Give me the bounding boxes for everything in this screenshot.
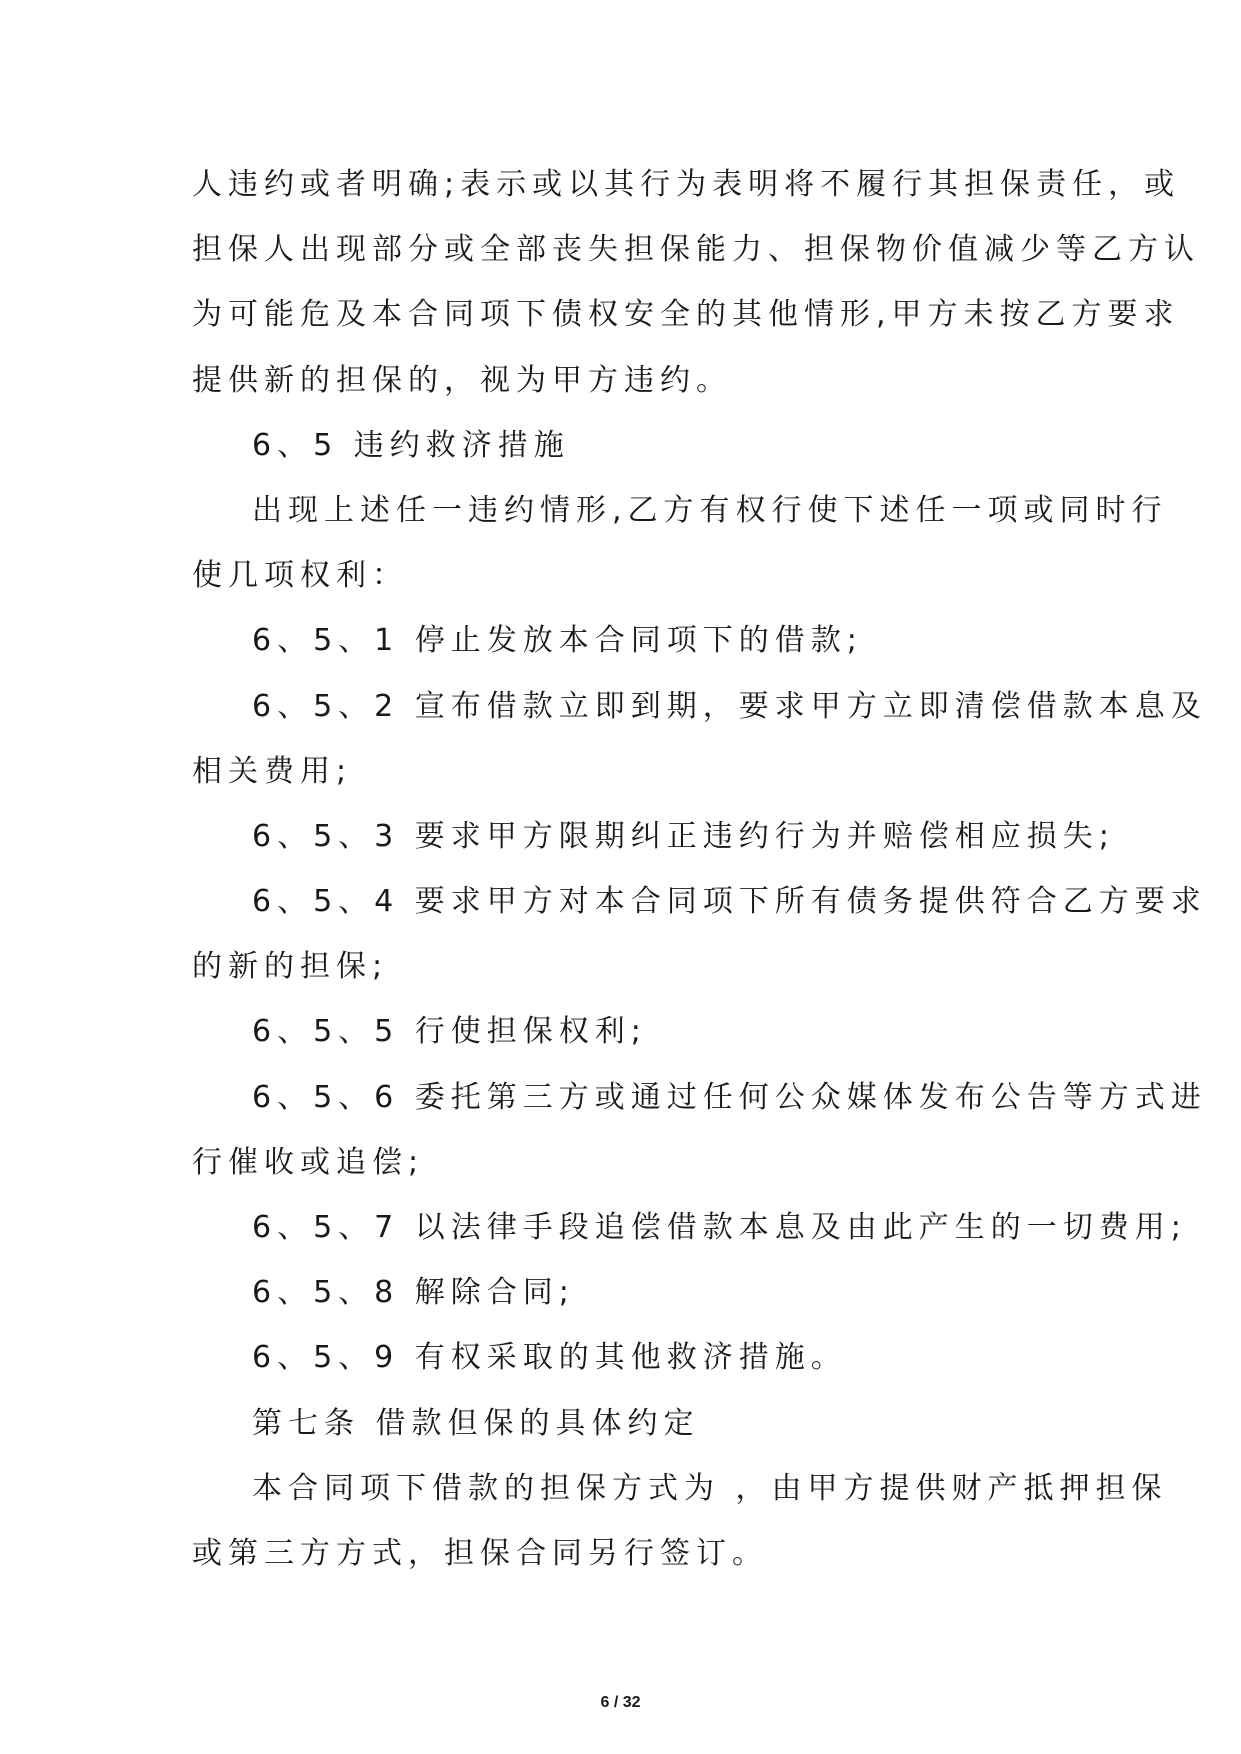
clause-item: 6、5、4 要求甲方对本合同项下所有债务提供符合乙方要求	[252, 884, 1207, 920]
text-line: 相关费用;	[192, 753, 353, 789]
text-line: 或第三方方式，担保合同另行签订。	[192, 1535, 768, 1571]
clause-item: 6、5、6 委托第三方或通过任何公众媒体发布公告等方式进	[252, 1079, 1207, 1115]
text-line: 人违约或者明确;表示或以其行为表明将不履行其担保责任，或	[192, 167, 1181, 202]
page-number: 6 / 32	[600, 1694, 641, 1711]
text-line: 为可能危及本合同项下债权安全的其他情形,甲方未按乙方要求	[192, 297, 1180, 333]
clause-item: 6、5、1 停止发放本合同项下的借款;	[252, 623, 863, 659]
clause-item: 6、5、7 以法律手段追偿借款本息及由此产生的一切费用;	[252, 1210, 1187, 1245]
document-body	[192, 152, 1207, 1586]
clause-item: 6、5、5 行使担保权利;	[252, 1014, 647, 1050]
text-line: 担保人出现部分或全部丧失担保能力、担保物价值减少等乙方认	[192, 232, 1200, 268]
clause-item: 6、5、3 要求甲方限期纠正违约行为并赔偿相应损失;	[252, 818, 1115, 854]
text-line: 的新的担保;	[192, 949, 389, 985]
text-line: 使几项权利：	[192, 558, 408, 594]
article-heading: 第七条 借款但保的具体约定	[252, 1405, 700, 1441]
clause-item: 6、5、8 解除合同;	[252, 1275, 575, 1311]
section-heading: 6、5 违约救济措施	[252, 427, 570, 463]
clause-item: 6、5、9 有权采取的其他救济措施。	[252, 1340, 847, 1376]
text-line: 行催收或追偿;	[192, 1144, 425, 1180]
text-line: 出现上述任一违约情形,乙方有权行使下述任一项或同时行	[252, 492, 1168, 528]
clause-item: 6、5、2 宣布借款立即到期，要求甲方立即清偿借款本息及	[252, 688, 1207, 724]
text-line: 本合同项下借款的担保方式为 ，由甲方提供财产抵押担保	[252, 1470, 1168, 1506]
text-line: 提供新的担保的，视为甲方违约。	[192, 362, 732, 398]
